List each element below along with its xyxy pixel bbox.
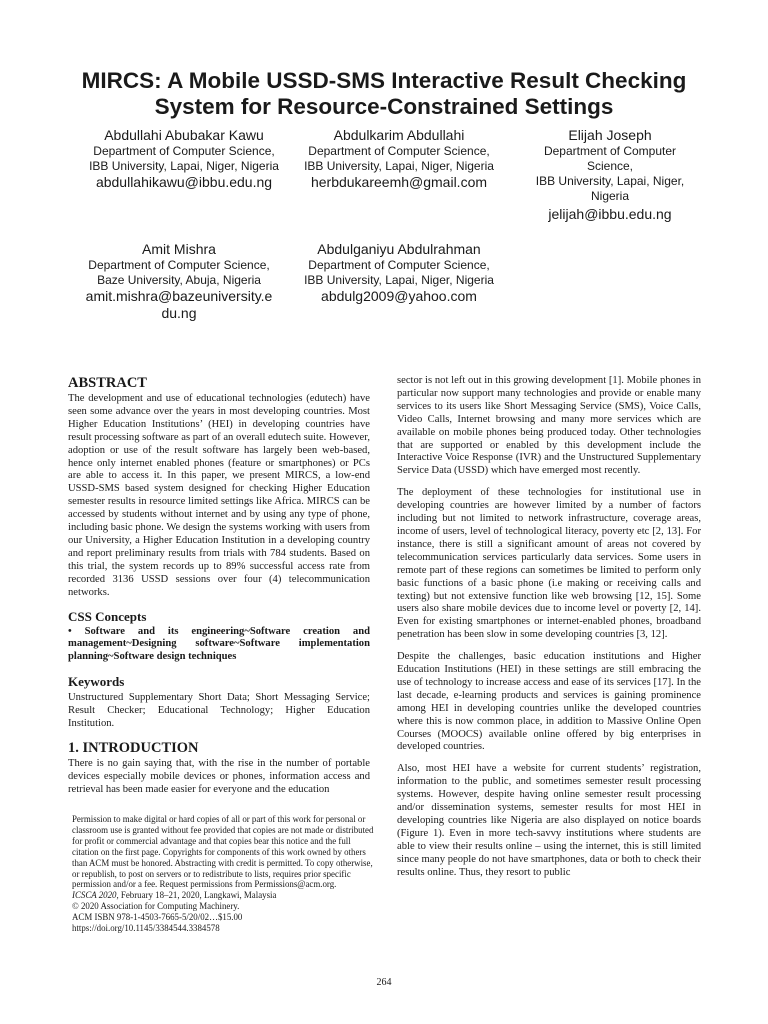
page-number: 264 <box>376 977 392 988</box>
author-affiliation: Department of Computer Science, <box>308 144 490 158</box>
author-email: herbdukareemh@gmail.com <box>310 174 488 190</box>
permission-block <box>72 814 378 934</box>
conference-details: February 18–21, 2020, Langkawi, Malaysia <box>118 890 277 901</box>
copyright-line: © 2020 Association for Computing Machinery. <box>72 901 240 912</box>
conference-line <box>72 890 378 901</box>
author-block <box>64 240 294 322</box>
author-email: amit.mishra@bazeuniversity.e <box>85 288 273 304</box>
author-affiliation: Department of Computer Science, <box>93 144 275 158</box>
author-affiliation: IBB University, Lapai, Niger, <box>535 174 685 188</box>
abstract-heading: ABSTRACT <box>68 375 147 391</box>
keywords-text: Unstructured Supplementary Short Data; Short Messaging Service; Result Checker; Educational Technology; Higher Education Institution. <box>68 692 370 730</box>
author-affiliation: IBB University, Lapai, Niger, Nigeria <box>89 159 279 173</box>
doi-line: https://doi.org/10.1145/3384544.3384578 <box>72 923 220 934</box>
author-affiliation: Science, <box>586 159 634 173</box>
body-paragraph: Also, most HEI have a website for current students’ registration, information to the public, and sometimes semester result processing systems. However, despite having online semester result processing and/or dissemination systems, semester results for most HEI in developing countries like Nigeria are also displayed on notice boards (Figure 1). Even in more tech-savvy institutions where students are able to view their results online – using the internet, this is still limited since many people do not have smartphones, data or both to check their results online. Thus, they resort to public <box>397 763 701 878</box>
author-name: Elijah Joseph <box>568 127 652 143</box>
author-name: Abdulkarim Abdullahi <box>333 127 465 143</box>
author-name: Amit Mishra <box>142 241 216 257</box>
introduction-heading: 1. INTRODUCTION <box>68 739 199 756</box>
author-email: abdulg2009@yahoo.com <box>321 288 477 304</box>
author-name: Abdullahi Abubakar Kawu <box>104 127 264 143</box>
author-block <box>64 126 304 191</box>
author-block <box>286 240 512 305</box>
permission-text: Permission to make digital or hard copies of all or part of this work for personal or classroom use is granted without fee provided that copies are not made or distributed for profit or commercial advantage and that copies bear this notice and the full citation on the first page. Copyrights for components of this work owned by others than ACM must be honored. Abstracting with credit is permitted. To copy otherwise, or republish, to post on servers or to redistribute to lists, requires prior specific permission and/or a fee. Request permissions from Permissions@acm.org. <box>72 814 374 890</box>
author-affiliation: IBB University, Lapai, Niger, Nigeria <box>304 159 494 173</box>
author-affiliation: IBB University, Lapai, Niger, Nigeria <box>304 273 494 287</box>
introduction-text: There is no gain saying that, with the rise in the number of portable devices especially mobile devices or phones, information access and retrieval has been made easier for everyone and the education <box>68 757 370 795</box>
author-name: Abdulganiyu Abdulrahman <box>317 241 481 257</box>
author-affiliation: Department of Computer Science, <box>308 258 490 272</box>
body-paragraph: Despite the challenges, basic education institutions and Higher Education Institutions (HEI) in these settings are still embracing the use of technology to increase access and ease of its services [17]. In the last decade, e-learning products and services is gaining prominence among HEI in developing countries unlike the developed countries where this is now common place, in addition to Massive Online Open Courses (MOOCS) available online offered by big enterprises in developed countries. <box>397 651 701 753</box>
author-affiliation: Department of Computer Science, <box>88 258 270 272</box>
author-email: abdullahikawu@ibbu.edu.ng <box>95 174 273 190</box>
author-affiliation: Department of Computer <box>543 144 677 158</box>
left-column <box>68 375 370 797</box>
conference-name: ICSCA 2020, <box>72 890 119 901</box>
author-block <box>286 126 512 191</box>
ccs-text: • Software and its engineering~Software creation and management~Designing software~Software implementation planning~Software design techniques <box>68 625 370 663</box>
paper-title: MIRCS: A Mobile USSD-SMS Interactive Result Checking System for Resource-Constrained Settings <box>81 68 687 119</box>
author-block <box>520 126 700 223</box>
author-email: du.ng <box>161 305 197 321</box>
body-paragraph: The deployment of these technologies for institutional use in developing countries are however limited by a number of factors including but not limited to network infrastructure, coverage areas, income of users, level of technological literacy, poverty etc [2, 13]. For instance, there is still a significant amount of areas not covered by telecommunication services particularly data services. Some users in remote part of these regions can sometimes be limited to perform only basic functions of a basic phone (i.e making or receiving calls and texting) but not extensive function like web browsing [12, 15]. Some users also share mobile devices due to income level or poverty [2, 14]. Even for existing smartphones or internet-enabled phones, broadband penetration has been slow in some developing countries [3, 12]. <box>397 487 701 641</box>
author-affiliation: Nigeria <box>590 189 629 203</box>
abstract-text: The development and use of educational technologies (edutech) have seen some advance over the years in most developing countries. Most Higher Education Institutions’ (HEI) in developing countries have result processing software as part of an overall edutech suite. However, adoption or use of the result software has largely been web-based, hence only internet enabled phones (feature or smartphones) or PCs are able to access it. In this paper, we present MIRCS, a low-end USSD-SMS based system designed for checking Higher Education semester results in resource limited settings like Africa. MIRCS can be accessed by students without internet and by using any type of phone, including basic phone. We design the systems working with users from our University, a Higher Education Institution in a developing country and report preliminary results from trials with 784 students. Based on this trial, the system records up to 89% successful access rate from recorded 3136 USSD sessions over four (4) telecommunication networks. <box>68 393 370 598</box>
right-column <box>397 375 701 880</box>
author-email: jelijah@ibbu.edu.ng <box>548 206 672 222</box>
ccs-heading: CSS Concepts <box>68 608 147 624</box>
author-affiliation: Baze University, Abuja, Nigeria <box>97 273 261 287</box>
isbn-line: ACM ISBN 978-1-4503-7665-5/20/02…$15.00 <box>72 912 243 923</box>
keywords-heading: Keywords <box>68 674 125 690</box>
body-paragraph: sector is not left out in this growing development [1]. Mobile phones in particular now support many technologies and provide or enable many services to its users like Short Messaging Service (SMS), Voice Calls, Video Calls, Internet browsing and many more services which are available on mobile phones being produced today. Other technologies that are supported or enabled by this development include the Interactive Voice Response (IVR) and the Unstructured Supplementary Service Data (USSD) which have emerged most recently. <box>397 375 701 477</box>
